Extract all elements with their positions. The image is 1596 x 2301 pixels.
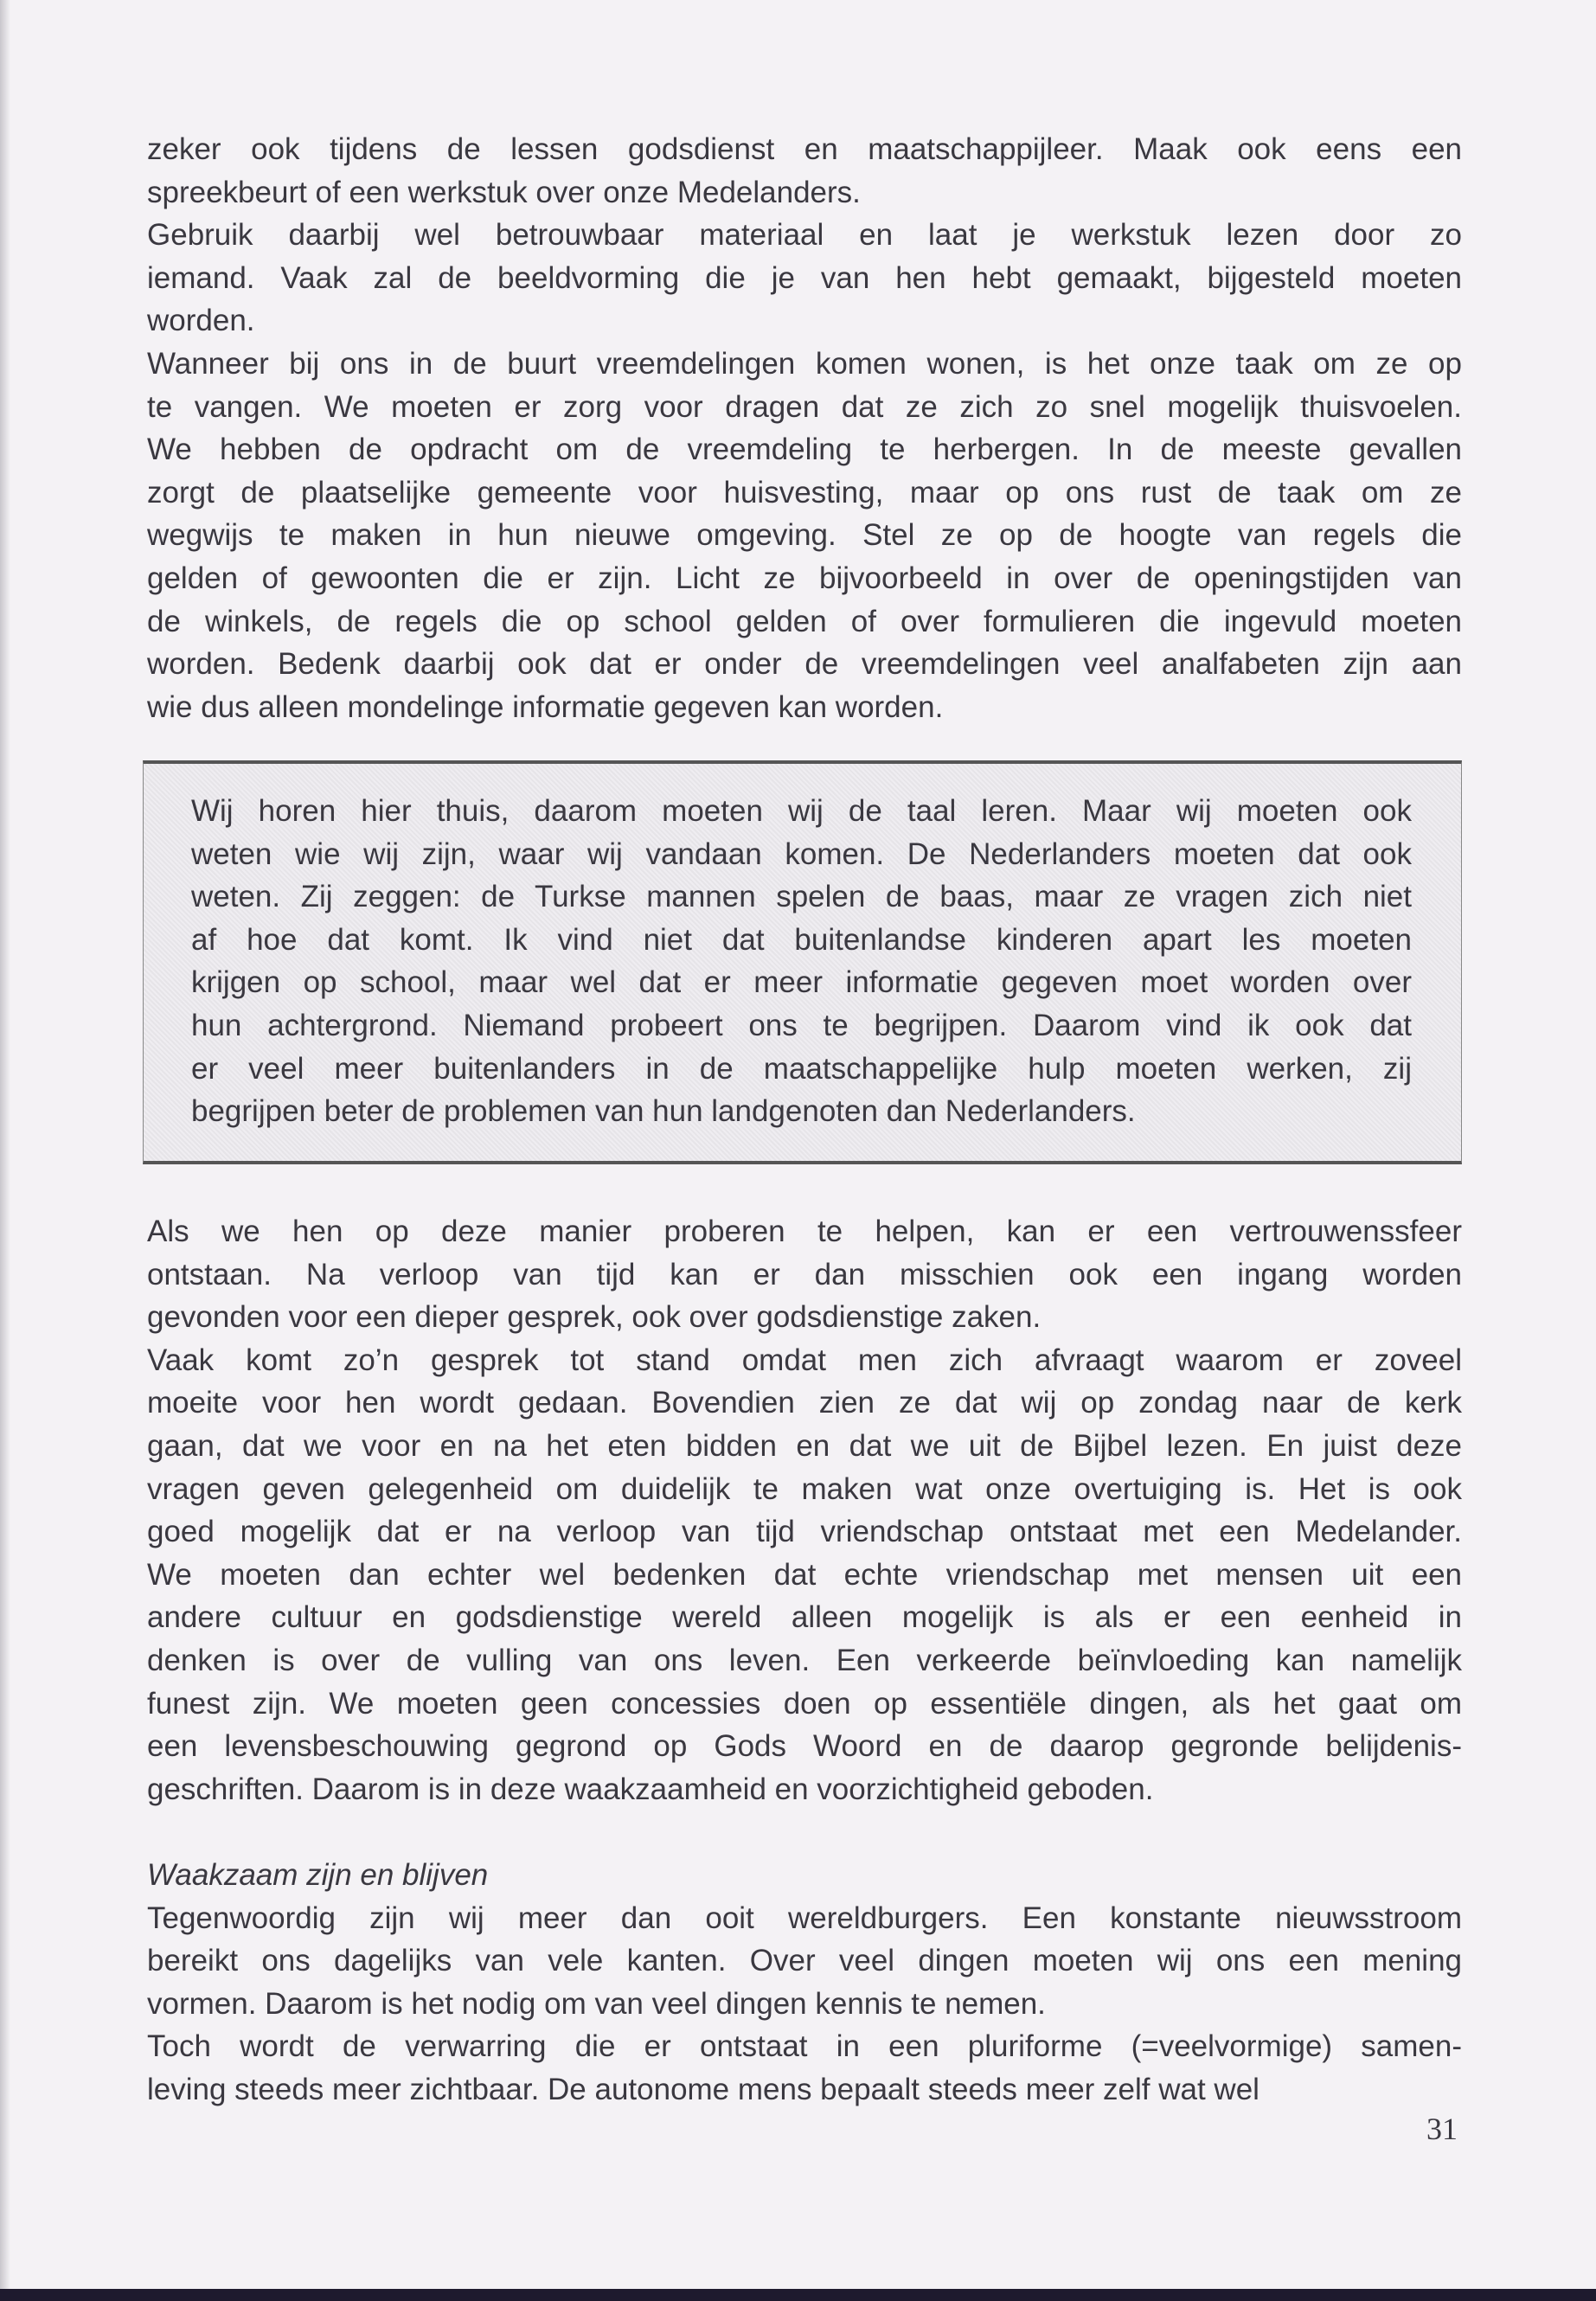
section-heading: Waakzaam zijn en blijven (147, 1857, 489, 1892)
text-line: Gebruik daarbij wel betrouwbaar materiaal en laat je werkstuk lezen door zo (147, 218, 1462, 253)
text-line: krijgen op school, maar wel dat er meer informatie gegeven moet worden over (191, 965, 1412, 1000)
text-line: weten. Zij zeggen: de Turkse mannen spelen de baas, maar ze vragen zich niet (191, 880, 1412, 914)
text-line: Tegenwoordig zijn wij meer dan ooit wereldburgers. Een konstante nieuwsstroom (147, 1900, 1462, 1935)
text-line: funest zijn. We moeten geen concessies doen op essentiële dingen, als het gaat om (147, 1686, 1462, 1721)
text-line: geschriften. Daarom is in deze waakzaamheid en voorzichtigheid geboden. (147, 1772, 1154, 1806)
text-line: leving steeds meer zichtbaar. De autonome mens bepaalt steeds meer zelf wat wel (147, 2072, 1259, 2106)
text-line: een levensbeschouwing gegrond op Gods Woord en de daarop gegronde belijdenis- (147, 1729, 1462, 1764)
text-line: We moeten dan echter wel bedenken dat echte vriendschap met mensen uit een (147, 1557, 1462, 1592)
text-line: gaan, dat we voor en na het eten bidden en dat we uit de Bijbel lezen. En juist deze (147, 1428, 1462, 1463)
body-text-bottom (147, 1210, 1462, 2111)
text-line: We hebben de opdracht om de vreemdeling te herbergen. In de meeste gevallen (147, 433, 1462, 467)
text-line: af hoe dat komt. Ik vind niet dat buitenlandse kinderen apart les moeten (191, 922, 1412, 957)
text-line: gevonden voor een dieper gesprek, ook over godsdienstige zaken. (147, 1300, 1042, 1335)
text-line: wegwijs te maken in hun nieuwe omgeving. Stel ze op de hoogte van regels die (147, 518, 1462, 553)
quote-text (191, 790, 1412, 1133)
text-line: gelden of gewoonten die er zijn. Licht ze bijvoorbeeld in over de openingstijden van (147, 561, 1462, 595)
spacer (147, 1811, 1462, 1854)
text-line: iemand. Vaak zal de beeldvorming die je van hen hebt gemaakt, bijgesteld moeten (147, 260, 1462, 295)
text-line: denken is over de vulling van ons leven. Een verkeerde beïnvloeding kan namelijk (147, 1643, 1462, 1677)
text-line: te vangen. We moeten er zorg voor dragen dat ze zich zo snel mogelijk thuisvoelen. (147, 389, 1462, 424)
text-line: Vaak komt zo’n gesprek tot stand omdat men zich afvraagt waarom er zoveel (147, 1343, 1462, 1377)
text-line: Wanneer bij ons in de buurt vreemdelingen komen wonen, is het onze taak om ze op (147, 346, 1462, 381)
text-line: Wij horen hier thuis, daarom moeten wij de taal leren. Maar wij moeten ook (191, 794, 1412, 828)
text-line: andere cultuur en godsdienstige wereld alleen mogelijk is als er een eenheid in (147, 1600, 1462, 1635)
text-line: bereikt ons dagelijks van vele kanten. Over veel dingen moeten wij ons een mening (147, 1944, 1462, 1978)
text-line: wie dus alleen mondelinge informatie gegeven kan worden. (147, 689, 944, 724)
page-edge-shadow (0, 0, 10, 2301)
page-number: 31 (1426, 2112, 1458, 2146)
text-line: zeker ook tijdens de lessen godsdienst en maatschappijleer. Maak ook eens een (147, 132, 1462, 166)
text-line: de winkels, de regels die op school gelden of over formulieren die ingevuld moeten (147, 604, 1462, 638)
text-line: moeite voor hen wordt gedaan. Bovendien zien ze dat wij op zondag naar de kerk (147, 1386, 1462, 1420)
text-line: zorgt de plaatselijke gemeente voor huisvesting, maar op ons rust de taak om ze (147, 475, 1462, 510)
body-text-top (147, 128, 1462, 728)
text-line: Als we hen op deze manier proberen te helpen, kan er een vertrouwenssfeer (147, 1215, 1462, 1248)
text-line: goed mogelijk dat er na verloop van tijd vriendschap ontstaat met een Medelander. (147, 1515, 1462, 1549)
page-edge-bottom (0, 2289, 1596, 2301)
text-line: worden. (147, 304, 255, 338)
text-line: begrijpen beter de problemen van hun landgenoten dan Nederlanders. (191, 1094, 1136, 1129)
text-line: Toch wordt de verwarring die er ontstaat in een pluriforme (=veelvormige) samen- (147, 2029, 1462, 2064)
text-line: weten wie wij zijn, waar wij vandaan komen. De Nederlanders moeten dat ook (191, 836, 1412, 871)
text-line: worden. Bedenk daarbij ook dat er onder de vreemdelingen veel analfabeten zijn aan (147, 647, 1462, 682)
text-line: er veel meer buitenlanders in de maatschappelijke hulp moeten werken, zij (191, 1051, 1412, 1086)
text-line: hun achtergrond. Niemand probeert ons te begrijpen. Daarom vind ik ook dat (191, 1008, 1412, 1042)
text-line: ontstaan. Na verloop van tijd kan er dan misschien ook een ingang worden (147, 1257, 1462, 1292)
text-line: spreekbeurt of een werkstuk over onze Medelanders. (147, 175, 861, 209)
text-line: vragen geven gelegenheid om duidelijk te maken wat onze overtuiging is. Het is ook (147, 1471, 1462, 1506)
text-line: vormen. Daarom is het nodig om van veel dingen kennis te nemen. (147, 1986, 1046, 2021)
